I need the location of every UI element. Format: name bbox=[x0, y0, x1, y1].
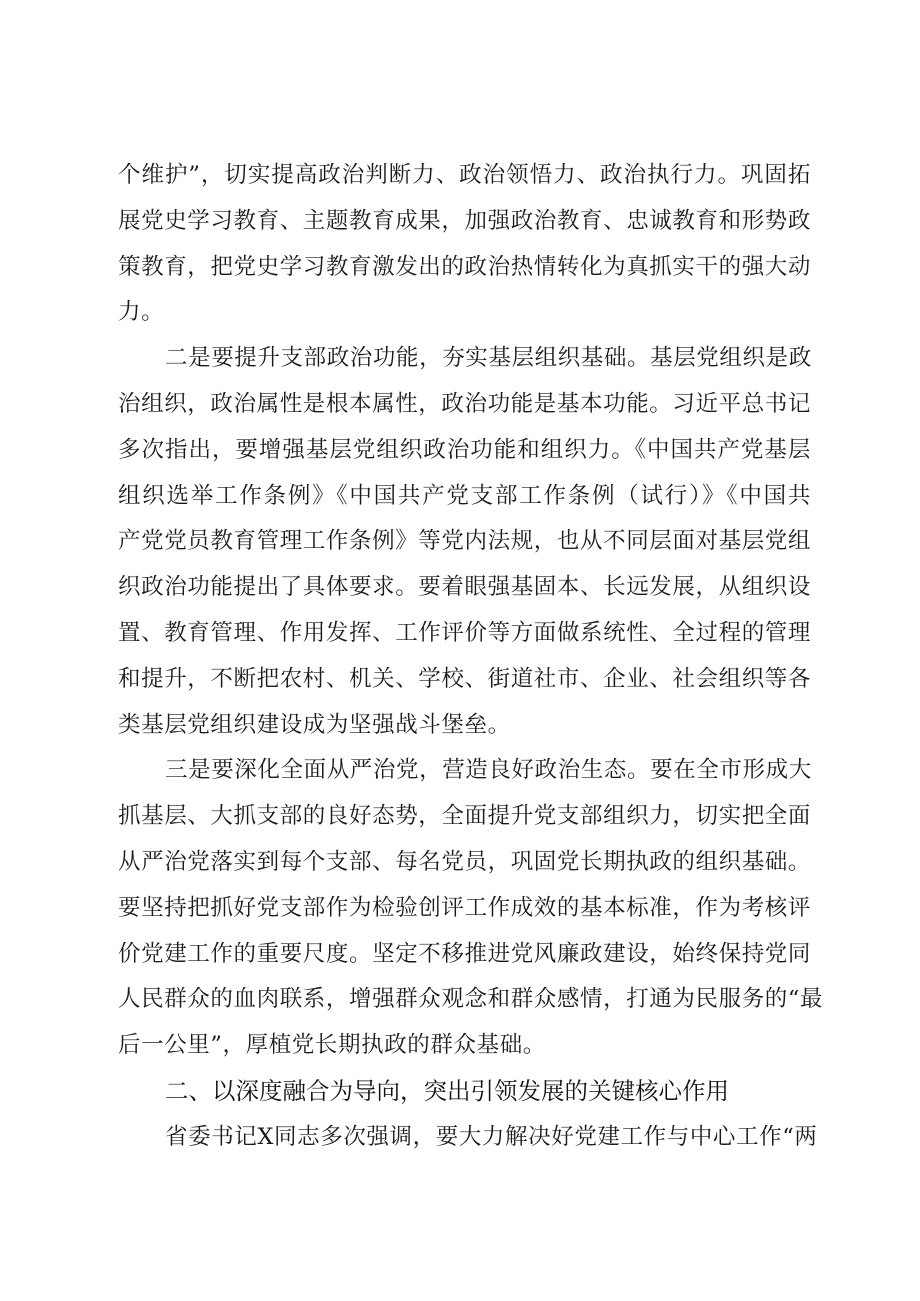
paragraph-start-line: 二是要提升支部政治功能，夯实基层组织基础。基层党组织是政 bbox=[165, 345, 812, 372]
text-line: 治组织，政治属性是根本属性，政治功能是基本功能。习近平总书记 bbox=[118, 390, 812, 417]
paragraph-start-line: 三是要深化全面从严治党，营造良好政治生态。要在全市形成大 bbox=[165, 757, 812, 784]
text-line: 策教育，把党史学习教育激发出的政治热情转化为真抓实干的强大动 bbox=[118, 253, 812, 280]
text-line: 组织选举工作条例》《中国共产党支部工作条例（试行）》《中国共 bbox=[118, 482, 811, 509]
paragraph-start-line: 省委书记X同志多次强调，要大力解决好党建工作与中心工作“两 bbox=[165, 1123, 818, 1150]
text-line: 和提升，不断把农村、机关、学校、街道社市、企业、社会组织等各 bbox=[118, 665, 812, 692]
section-heading: 二、以深度融合为导向，突出引领发展的关键核心作用 bbox=[165, 1076, 729, 1105]
text-line: 人民群众的血肉联系，增强群众观念和群众感情，打通为民服务的“最 bbox=[118, 986, 824, 1013]
text-line: 类基层党组织建设成为坚强战斗堡垒。 bbox=[118, 711, 511, 738]
text-line: 要坚持把抓好党支部作为检验创评工作成效的基本标准，作为考核评 bbox=[118, 894, 812, 921]
text-line: 产党党员教育管理工作条例》等党内法规，也从不同层面对基层党组 bbox=[118, 528, 812, 555]
text-line: 力。 bbox=[118, 299, 165, 326]
text-line: 织政治功能提出了具体要求。要着眼强基固本、长远发展，从组织设 bbox=[118, 574, 812, 601]
text-line: 后一公里”，厚植党长期执政的群众基础。 bbox=[118, 1032, 546, 1059]
text-line: 展党史学习教育、主题教育成果，加强政治教育、忠诚教育和形势政 bbox=[118, 207, 812, 234]
text-line: 置、教育管理、作用发挥、工作评价等方面做系统性、全过程的管理 bbox=[118, 619, 812, 646]
document-body bbox=[118, 153, 824, 1161]
text-line: 个维护”，切实提高政治判断力、政治领悟力、政治执行力。巩固拓 bbox=[118, 162, 811, 188]
text-line: 多次指出，要增强基层党组织政治功能和组织力。《中国共产党基层 bbox=[118, 436, 811, 463]
text-line: 从严治党落实到每个支部、每名党员，巩固党长期执政的组织基础。 bbox=[118, 848, 812, 875]
text-line: 价党建工作的重要尺度。坚定不移推进党风廉政建设，始终保持党同 bbox=[118, 940, 812, 967]
text-line: 抓基层、大抓支部的良好态势，全面提升党支部组织力，切实把全面 bbox=[118, 803, 812, 830]
